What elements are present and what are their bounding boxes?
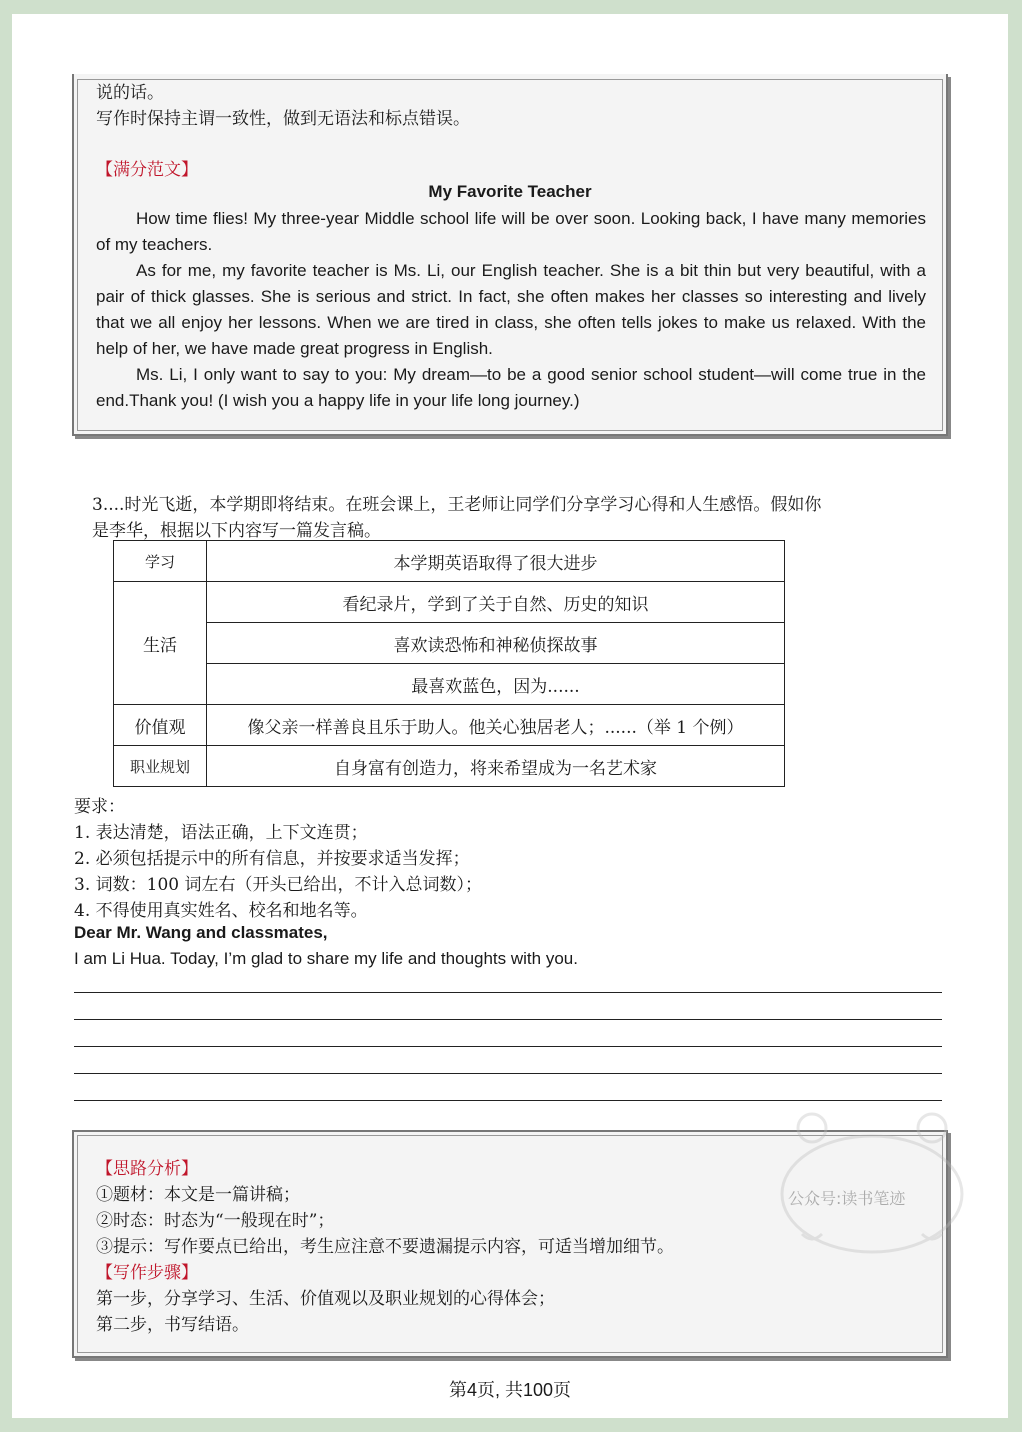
requirement-item: 3. 词数：100 词左右（开头已给出，不计入总词数）； [74, 875, 482, 895]
watermark-text: 公众号:读书笔迹 [788, 1189, 906, 1208]
analysis-point: ②时态：时态为“一般现在时”； [96, 1211, 335, 1231]
life-item: 喜欢读恐怖和神秘侦探故事 [207, 623, 785, 664]
answer-line[interactable] [74, 1019, 942, 1020]
essay-paragraph-3: Ms. Li, I only want to say to you: My dream—to be a good senior school student—will come true in the end.Thank you! (I wish you a happy life in your life long journey.) [96, 365, 926, 410]
analysis-point: ①题材：本文是一篇讲稿； [96, 1185, 300, 1205]
essay-box-line2: 写作时保持主谓一致性，做到无语法和标点错误。 [96, 109, 470, 129]
requirement-item: 4. 不得使用真实姓名、校名和地名等。 [74, 901, 368, 921]
answer-line[interactable] [74, 1046, 942, 1047]
requirement-item: 1. 表达清楚，语法正确，上下文连贯； [74, 823, 368, 843]
essay-box-line1: 说的话。 [96, 83, 164, 103]
life-label: 生活 [114, 582, 207, 705]
table-row [114, 623, 785, 664]
question-prompt-line2: 是李华，根据以下内容写一篇发言稿。 [92, 521, 381, 541]
requirements-title: 要求： [74, 797, 125, 817]
values-content: 像父亲一样善良且乐于助人。他关心独居老人；......（举 1 个例） [207, 705, 785, 746]
answer-line[interactable] [74, 1100, 942, 1101]
requirement-item: 2. 必须包括提示中的所有信息，并按要求适当发挥； [74, 849, 470, 869]
writing-step: 第一步，分享学习、生活、价值观以及职业规划的心得体会； [96, 1289, 555, 1309]
career-content: 自身富有创造力，将来希望成为一名艺术家 [207, 746, 785, 787]
table-row [114, 705, 785, 746]
life-item: 最喜欢蓝色，因为...... [207, 664, 785, 705]
question-prompt-line1: 3....时光飞逝，本学期即将结束。在班会课上，王老师让同学们分享学习心得和人生感悟。假如你 [92, 495, 822, 515]
model-essay-heading: 【满分范文】 [96, 160, 198, 180]
letter-salutation: Dear Mr. Wang and classmates, [74, 923, 328, 942]
table-row [114, 582, 785, 623]
bear-watermark-icon [772, 1104, 972, 1254]
letter-opening: I am Li Hua. Today, I’m glad to share my life and thoughts with you. [74, 949, 578, 968]
essay-paragraph-1: How time flies! My three-year Middle school life will be over soon. Looking back, I have many memories of my teachers. [96, 209, 926, 254]
table-row [114, 664, 785, 705]
essay-paragraph-2: As for me, my favorite teacher is Ms. Li, our English teacher. She is a bit thin but very beautiful, with a pair of thick glasses. She is serious and strict. In fact, she often makes her classes so interesting and lively that we all enjoy her lessons. When we are tired in class, she often tells jokes to make us relaxed. With the help of her, we have made great progress in English. [96, 261, 926, 358]
page-number: 第4页, 共100页 [448, 1380, 572, 1400]
model-essay-box [72, 74, 948, 436]
analysis-heading: 【思路分析】 [96, 1159, 198, 1179]
table-row [114, 541, 785, 582]
writing-step: 第二步，书写结语。 [96, 1315, 249, 1335]
study-label: 学习 [114, 541, 207, 582]
essay-title: My Favorite Teacher [428, 182, 592, 201]
prompt-table [113, 540, 785, 787]
study-content: 本学期英语取得了很大进步 [207, 541, 785, 582]
writing-steps-heading: 【写作步骤】 [96, 1263, 198, 1283]
table-row [114, 746, 785, 787]
career-label: 职业规划 [114, 746, 207, 787]
answer-line[interactable] [74, 992, 942, 993]
values-label: 价值观 [114, 705, 207, 746]
life-item: 看纪录片，学到了关于自然、历史的知识 [207, 582, 785, 623]
analysis-point: ③提示：写作要点已给出，考生应注意不要遗漏提示内容，可适当增加细节。 [96, 1237, 674, 1257]
answer-line[interactable] [74, 1073, 942, 1074]
document-page [12, 14, 1008, 1418]
